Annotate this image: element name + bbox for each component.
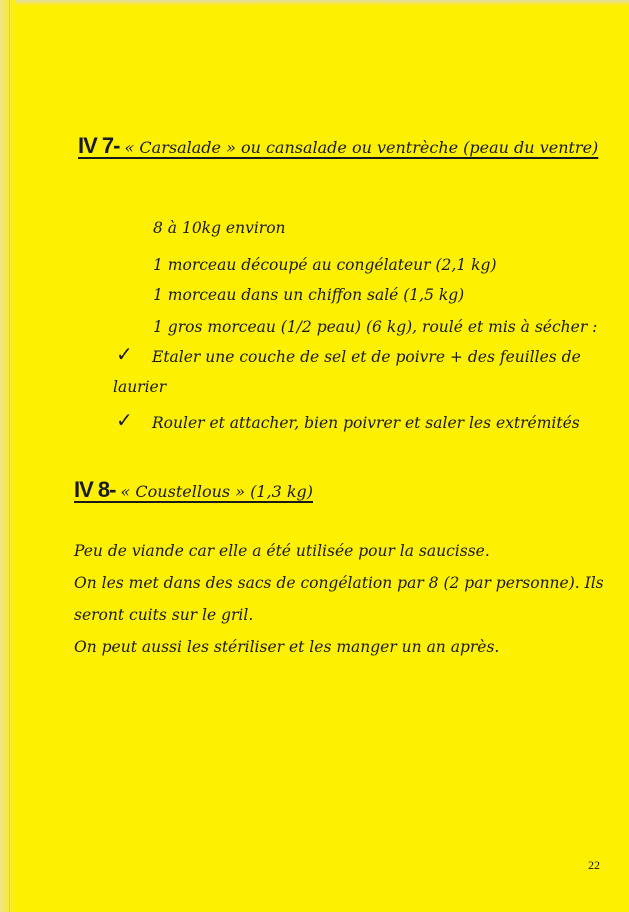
- step-text: Etaler une couche de sel et de poivre + des feuilles de: [152, 348, 581, 366]
- section-title: « Coustellous » (1,3 kg): [115, 482, 314, 501]
- checkmark-icon: ✓: [116, 408, 133, 432]
- paragraph-line: On les met dans des sacs de congélation par 8 (2 par personne). Ils: [74, 574, 604, 592]
- checkmark-icon: ✓: [116, 342, 133, 366]
- scan-edge-top: [0, 0, 629, 6]
- text-line: 1 morceau dans un chiffon salé (1,5 kg): [153, 286, 465, 304]
- section-number: IV 8-: [74, 477, 116, 502]
- step-text: Rouler et attacher, bien poivrer et saler les extrémités: [152, 414, 580, 432]
- paragraph-line: seront cuits sur le gril.: [74, 606, 254, 624]
- step-text-continuation: laurier: [113, 378, 167, 396]
- text-line: 1 morceau découpé au congélateur (2,1 kg): [153, 256, 497, 274]
- paragraph-line: Peu de viande car elle a été utilisée pour la saucisse.: [74, 542, 490, 560]
- page-number: 22: [588, 858, 600, 872]
- section-heading-iv8: [74, 477, 313, 503]
- text-line: 8 à 10kg environ: [153, 219, 286, 237]
- section-title: « Carsalade » ou cansalade ou ventrèche (peau du ventre): [119, 138, 599, 157]
- section-number: IV 7-: [78, 133, 120, 158]
- paragraph-line: On peut aussi les stériliser et les manger un an après.: [74, 638, 500, 656]
- text-line: 1 gros morceau (1/2 peau) (6 kg), roulé et mis à sécher :: [153, 318, 598, 336]
- scan-edge-left: [0, 0, 16, 912]
- scan-edge-line: [9, 0, 10, 912]
- section-heading-iv7: [78, 133, 598, 159]
